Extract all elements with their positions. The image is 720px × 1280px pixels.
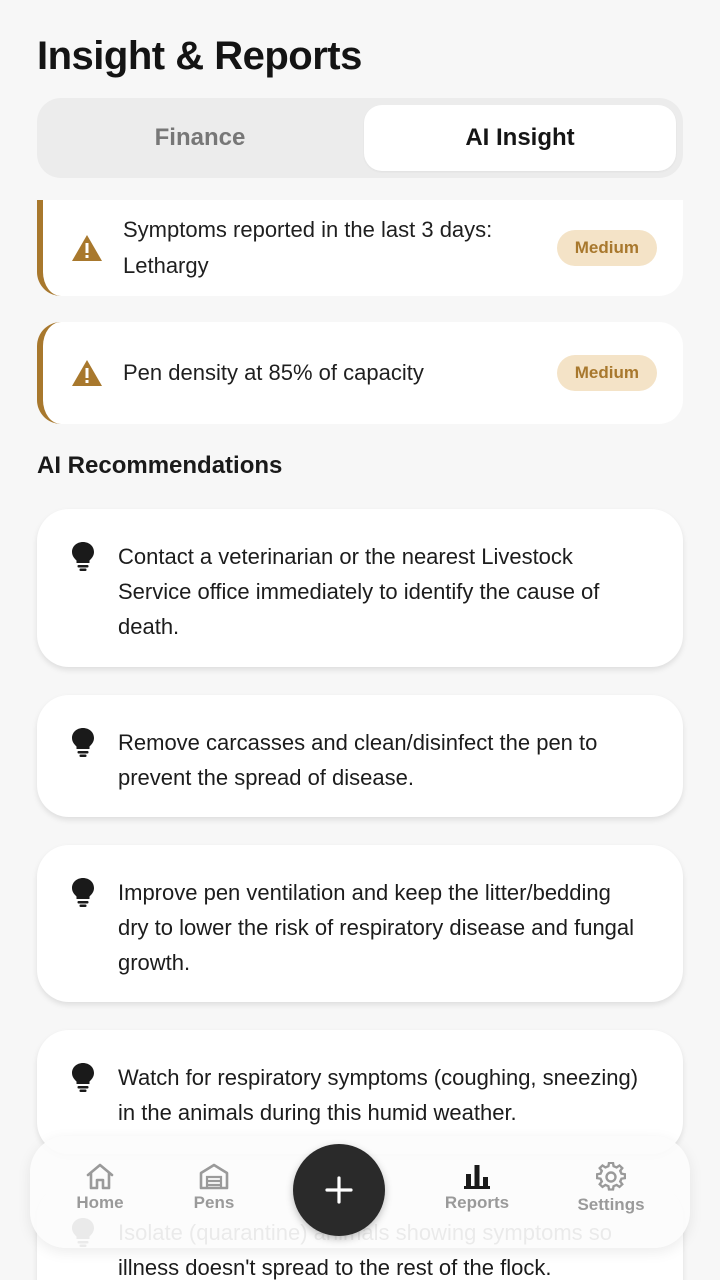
nav-label: Pens xyxy=(193,1193,235,1212)
lightbulb-icon xyxy=(71,877,95,907)
nav-settings[interactable] xyxy=(561,1162,661,1215)
severity-badge: Medium xyxy=(557,355,657,391)
warning-icon xyxy=(71,358,103,388)
recommendation-card xyxy=(37,509,683,667)
recommendation-text: illness doesn't spread to the rest of the flock. xyxy=(118,1255,552,1280)
nav-reports[interactable] xyxy=(427,1162,527,1213)
nav-label: Settings xyxy=(577,1195,645,1214)
recommendation-card xyxy=(37,695,683,817)
tab-ai-insight[interactable]: AI Insight xyxy=(364,105,676,171)
lightbulb-icon xyxy=(71,727,95,757)
tab-switcher xyxy=(37,98,683,178)
bar-chart-icon xyxy=(462,1162,492,1190)
bottom-nav xyxy=(30,1136,690,1248)
page-title: Insight & Reports xyxy=(37,34,362,78)
recommendation-text: Improve pen ventilation and keep the litter/bedding dry to lower the risk of respiratory disease and fungal growth. xyxy=(118,880,635,975)
barn-icon xyxy=(198,1162,230,1190)
alert-card xyxy=(37,200,683,296)
add-button[interactable] xyxy=(293,1144,385,1236)
recommendation-text: Contact a veterinarian or the nearest Livestock Service office immediately to identify the cause of death. xyxy=(118,544,600,639)
alert-text: Symptoms reported in the last 3 days: Lethargy xyxy=(123,217,493,278)
recommendation-text: Remove carcasses and clean/disinfect the pen to prevent the spread of disease. xyxy=(118,730,598,790)
plus-icon xyxy=(324,1175,354,1205)
home-icon xyxy=(85,1162,115,1190)
gear-icon xyxy=(596,1162,626,1192)
nav-label: Home xyxy=(76,1193,124,1212)
severity-badge: Medium xyxy=(557,230,657,266)
recommendation-card xyxy=(37,845,683,1002)
nav-label: Reports xyxy=(444,1193,510,1212)
lightbulb-icon xyxy=(71,541,95,571)
recommendation-text: Watch for respiratory symptoms (coughing, sneezing) in the animals during this humid weather. xyxy=(118,1065,639,1125)
warning-icon xyxy=(71,233,103,263)
nav-pens[interactable] xyxy=(164,1162,264,1213)
alert-text: Pen density at 85% of capacity xyxy=(123,360,424,385)
nav-home[interactable] xyxy=(50,1162,150,1213)
recommendations-title: AI Recommendations xyxy=(37,452,283,479)
alert-card xyxy=(37,322,683,424)
tab-finance[interactable]: Finance xyxy=(154,124,246,151)
lightbulb-icon xyxy=(71,1062,95,1092)
